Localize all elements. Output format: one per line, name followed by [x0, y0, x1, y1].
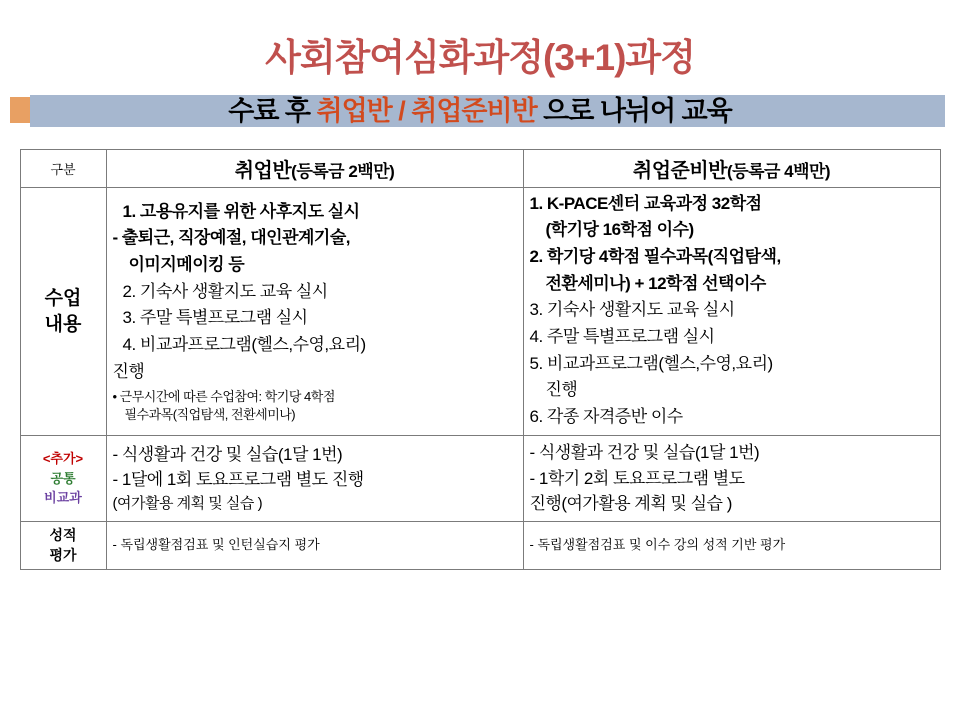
header-col-b — [523, 149, 940, 187]
row-label-extra-common — [20, 436, 106, 522]
table-row — [20, 521, 940, 569]
row-label-line1: 수업 — [44, 287, 82, 309]
line: 6. 각종 자격증반 이수 — [529, 406, 683, 426]
banner-suffix: 으로 나뉘어 교육 — [536, 95, 732, 126]
line: - 출퇴근, 직장예절, 대인관계기술, — [112, 228, 350, 248]
line: 진행 — [112, 361, 145, 381]
line: (여가활용 계획 및 실습 ) — [112, 494, 263, 512]
curriculum-table — [20, 149, 941, 570]
line: 1. 고용유지를 위한 사후지도 실시 — [122, 201, 360, 221]
header-col-b-title: 취업준비반 — [632, 159, 727, 182]
line: 전환세미나) + 12학점 선택이수 — [545, 273, 766, 293]
line: 이미지메이킹 등 — [128, 255, 245, 275]
header-col-b-sub: (등록금 4백만) — [726, 161, 831, 181]
note-line: 필수과목(직업탐색, 전환세미나) — [124, 406, 296, 422]
cell-class-content-a — [106, 187, 523, 436]
cell-note-a — [113, 388, 517, 423]
row-label-line3: 비교과 — [44, 490, 82, 506]
row-label-line2: 평가 — [49, 546, 77, 563]
line: 5. 비교과프로그램(헬스,수영,요리) — [529, 353, 773, 373]
line: - 식생활과 건강 및 실습(1달 1번) — [112, 444, 343, 464]
note-line: • 근무시간에 따른 수업참여: 학기당 4학점 — [112, 389, 335, 405]
line: - 식생활과 건강 및 실습(1달 1번) — [529, 443, 760, 463]
row-label-line2: 공통 — [50, 470, 76, 486]
header-col-a-sub: (등록금 2백만) — [291, 161, 395, 181]
page-title: 사회참여심화과정(3+1)과정 — [265, 37, 695, 78]
table-header-row — [20, 149, 940, 187]
line: (학기당 16학점 이수) — [545, 220, 694, 240]
table-row — [20, 436, 940, 522]
header-col-a-title: 취업반 — [234, 159, 292, 182]
line: 3. 기숙사 생활지도 교육 실시 — [529, 300, 735, 320]
line: 1. K-PACE센터 교육과정 32학점 — [529, 193, 762, 213]
cell-grading-a: - 독립생활점검표 및 인턴실습지 평가 — [106, 521, 523, 569]
cell-extra-common-a — [106, 436, 523, 522]
row-label-grading — [20, 521, 106, 569]
table-row — [20, 187, 940, 436]
subtitle-banner — [0, 93, 960, 133]
header-col-a — [106, 149, 523, 187]
banner-prefix: 수료 후 — [228, 95, 317, 126]
cell-class-content-b — [523, 187, 940, 436]
line: 2. 학기당 4학점 필수과목(직업탐색, — [529, 246, 781, 266]
line: 진행(여가활용 계획 및 실습 ) — [529, 494, 732, 514]
line: 2. 기숙사 생활지도 교육 실시 — [122, 281, 328, 301]
header-label: 구분 — [20, 149, 106, 187]
row-label-class-content — [20, 187, 106, 436]
row-label-line1: 성적 — [49, 526, 77, 543]
line: - 1학기 2회 토요프로그램 별도 — [529, 468, 745, 488]
banner-highlight: 취업반 / 취업준비반 — [316, 95, 537, 126]
line: 3. 주말 특별프로그램 실시 — [122, 308, 308, 328]
line: 4. 비교과프로그램(헬스,수영,요리) — [122, 334, 366, 354]
cell-extra-common-b — [523, 436, 940, 522]
banner-text — [0, 92, 960, 130]
line: 진행 — [545, 380, 578, 400]
row-label-line2: 내용 — [44, 313, 82, 335]
line: - 1달에 1회 토요프로그램 별도 진행 — [112, 470, 364, 490]
row-label-line1: <추가> — [42, 451, 84, 467]
cell-grading-b: - 독립생활점검표 및 이수 강의 성적 기반 평가 — [523, 521, 940, 569]
line: 4. 주말 특별프로그램 실시 — [529, 326, 715, 346]
